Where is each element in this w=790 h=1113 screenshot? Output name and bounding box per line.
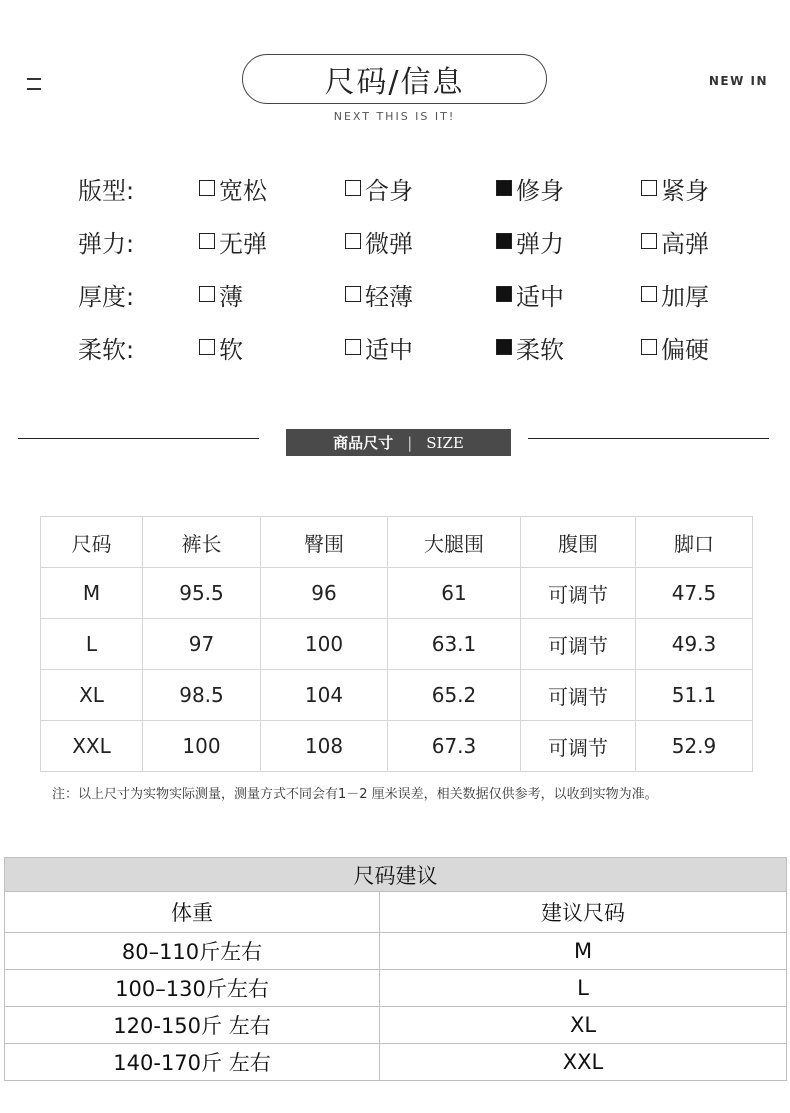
section-divider: |	[407, 433, 413, 452]
table-cell: 可调节	[521, 670, 636, 721]
attribute-option: 薄	[199, 277, 243, 311]
checkbox-icon	[641, 233, 657, 249]
table-cell: 96	[261, 568, 388, 619]
attribute-row-fit	[78, 171, 758, 205]
table-header-row	[5, 892, 787, 933]
table-row	[41, 721, 753, 772]
page-title: 尺码/信息	[242, 54, 547, 104]
checkbox-icon	[641, 180, 657, 196]
attribute-option: 偏硬	[641, 330, 709, 364]
checkbox-icon	[345, 286, 361, 302]
table-row	[5, 1007, 787, 1044]
recommendation-title-row	[5, 858, 787, 892]
checked-box-icon	[496, 233, 512, 249]
attribute-row-softness	[78, 330, 758, 364]
attribute-option: 宽松	[199, 171, 267, 205]
table-row	[41, 670, 753, 721]
table-cell: 108	[261, 721, 388, 772]
table-cell: M	[41, 568, 143, 619]
table-cell: 47.5	[636, 568, 753, 619]
attribute-option: 加厚	[641, 277, 709, 311]
table-cell: 49.3	[636, 619, 753, 670]
section-banner	[286, 429, 511, 456]
checked-box-icon	[496, 286, 512, 302]
table-cell: 120-150斤 左右	[5, 1007, 380, 1044]
checkbox-icon	[199, 233, 215, 249]
new-in-label: NEW IN	[708, 74, 768, 88]
column-header: 大腿围	[388, 517, 521, 568]
table-row	[5, 1044, 787, 1081]
recommendation-title: 尺码建议	[5, 858, 787, 892]
table-row	[41, 619, 753, 670]
table-cell: 97	[143, 619, 261, 670]
checkbox-icon	[345, 339, 361, 355]
menu-icon[interactable]	[27, 76, 41, 90]
divider-left	[18, 438, 259, 439]
section-title-en: SIZE	[426, 433, 464, 452]
checked-box-icon	[496, 180, 512, 196]
attribute-option: 轻薄	[345, 277, 413, 311]
table-cell: 100	[143, 721, 261, 772]
checkbox-icon	[345, 180, 361, 196]
table-cell: 可调节	[521, 568, 636, 619]
table-cell: 80–110斤左右	[5, 933, 380, 970]
table-cell: 100–130斤左右	[5, 970, 380, 1007]
table-cell: 100	[261, 619, 388, 670]
table-cell: L	[41, 619, 143, 670]
table-cell: 65.2	[388, 670, 521, 721]
checkbox-icon	[641, 286, 657, 302]
attribute-label: 版型:	[78, 177, 135, 205]
checkbox-icon	[345, 233, 361, 249]
table-header-row	[41, 517, 753, 568]
attribute-option: 紧身	[641, 171, 709, 205]
table-cell: 104	[261, 670, 388, 721]
attribute-option-selected: 弹力	[496, 224, 564, 258]
checked-box-icon	[496, 339, 512, 355]
measurement-note: 注：以上尺寸为实物实际测量，测量方式不同会有1－2 厘米误差，相关数据仅供参考，以收到实物为准。	[52, 787, 658, 802]
table-cell: XXL	[41, 721, 143, 772]
size-table	[40, 516, 753, 772]
attribute-row-elasticity	[78, 224, 758, 258]
table-cell: 67.3	[388, 721, 521, 772]
checkbox-icon	[641, 339, 657, 355]
section-title-cn: 商品尺寸	[333, 434, 394, 452]
table-cell: 98.5	[143, 670, 261, 721]
table-cell: 可调节	[521, 721, 636, 772]
attribute-option-selected: 适中	[496, 277, 564, 311]
table-cell: 95.5	[143, 568, 261, 619]
table-cell: M	[380, 933, 787, 970]
attribute-option: 微弹	[345, 224, 413, 258]
attribute-option-selected: 柔软	[496, 330, 564, 364]
table-cell: 63.1	[388, 619, 521, 670]
attribute-option-selected: 修身	[496, 171, 564, 205]
table-cell: XXL	[380, 1044, 787, 1081]
table-row	[41, 568, 753, 619]
column-header: 脚口	[636, 517, 753, 568]
attribute-option: 无弹	[199, 224, 267, 258]
column-header: 建议尺码	[380, 892, 787, 933]
attribute-option: 高弹	[641, 224, 709, 258]
table-row	[5, 933, 787, 970]
attribute-option: 软	[199, 330, 243, 364]
column-header: 臀围	[261, 517, 388, 568]
table-cell: XL	[41, 670, 143, 721]
checkbox-icon	[199, 339, 215, 355]
divider-right	[528, 438, 769, 439]
table-cell: L	[380, 970, 787, 1007]
table-row	[5, 970, 787, 1007]
column-header: 腹围	[521, 517, 636, 568]
attribute-label: 厚度:	[78, 283, 135, 311]
table-cell: 140-170斤 左右	[5, 1044, 380, 1081]
table-cell: 52.9	[636, 721, 753, 772]
size-recommendation-table	[4, 857, 787, 1081]
table-cell: 可调节	[521, 619, 636, 670]
column-header: 尺码	[41, 517, 143, 568]
checkbox-icon	[199, 286, 215, 302]
table-cell: XL	[380, 1007, 787, 1044]
attribute-option: 合身	[345, 171, 413, 205]
page-subtitle: NEXT THIS IS IT!	[333, 110, 456, 123]
column-header: 体重	[5, 892, 380, 933]
checkbox-icon	[199, 180, 215, 196]
column-header: 裤长	[143, 517, 261, 568]
attribute-option: 适中	[345, 330, 413, 364]
attribute-row-thickness	[78, 277, 758, 311]
table-cell: 51.1	[636, 670, 753, 721]
attribute-label: 弹力:	[78, 230, 135, 258]
table-cell: 61	[388, 568, 521, 619]
attribute-label: 柔软:	[78, 336, 135, 364]
